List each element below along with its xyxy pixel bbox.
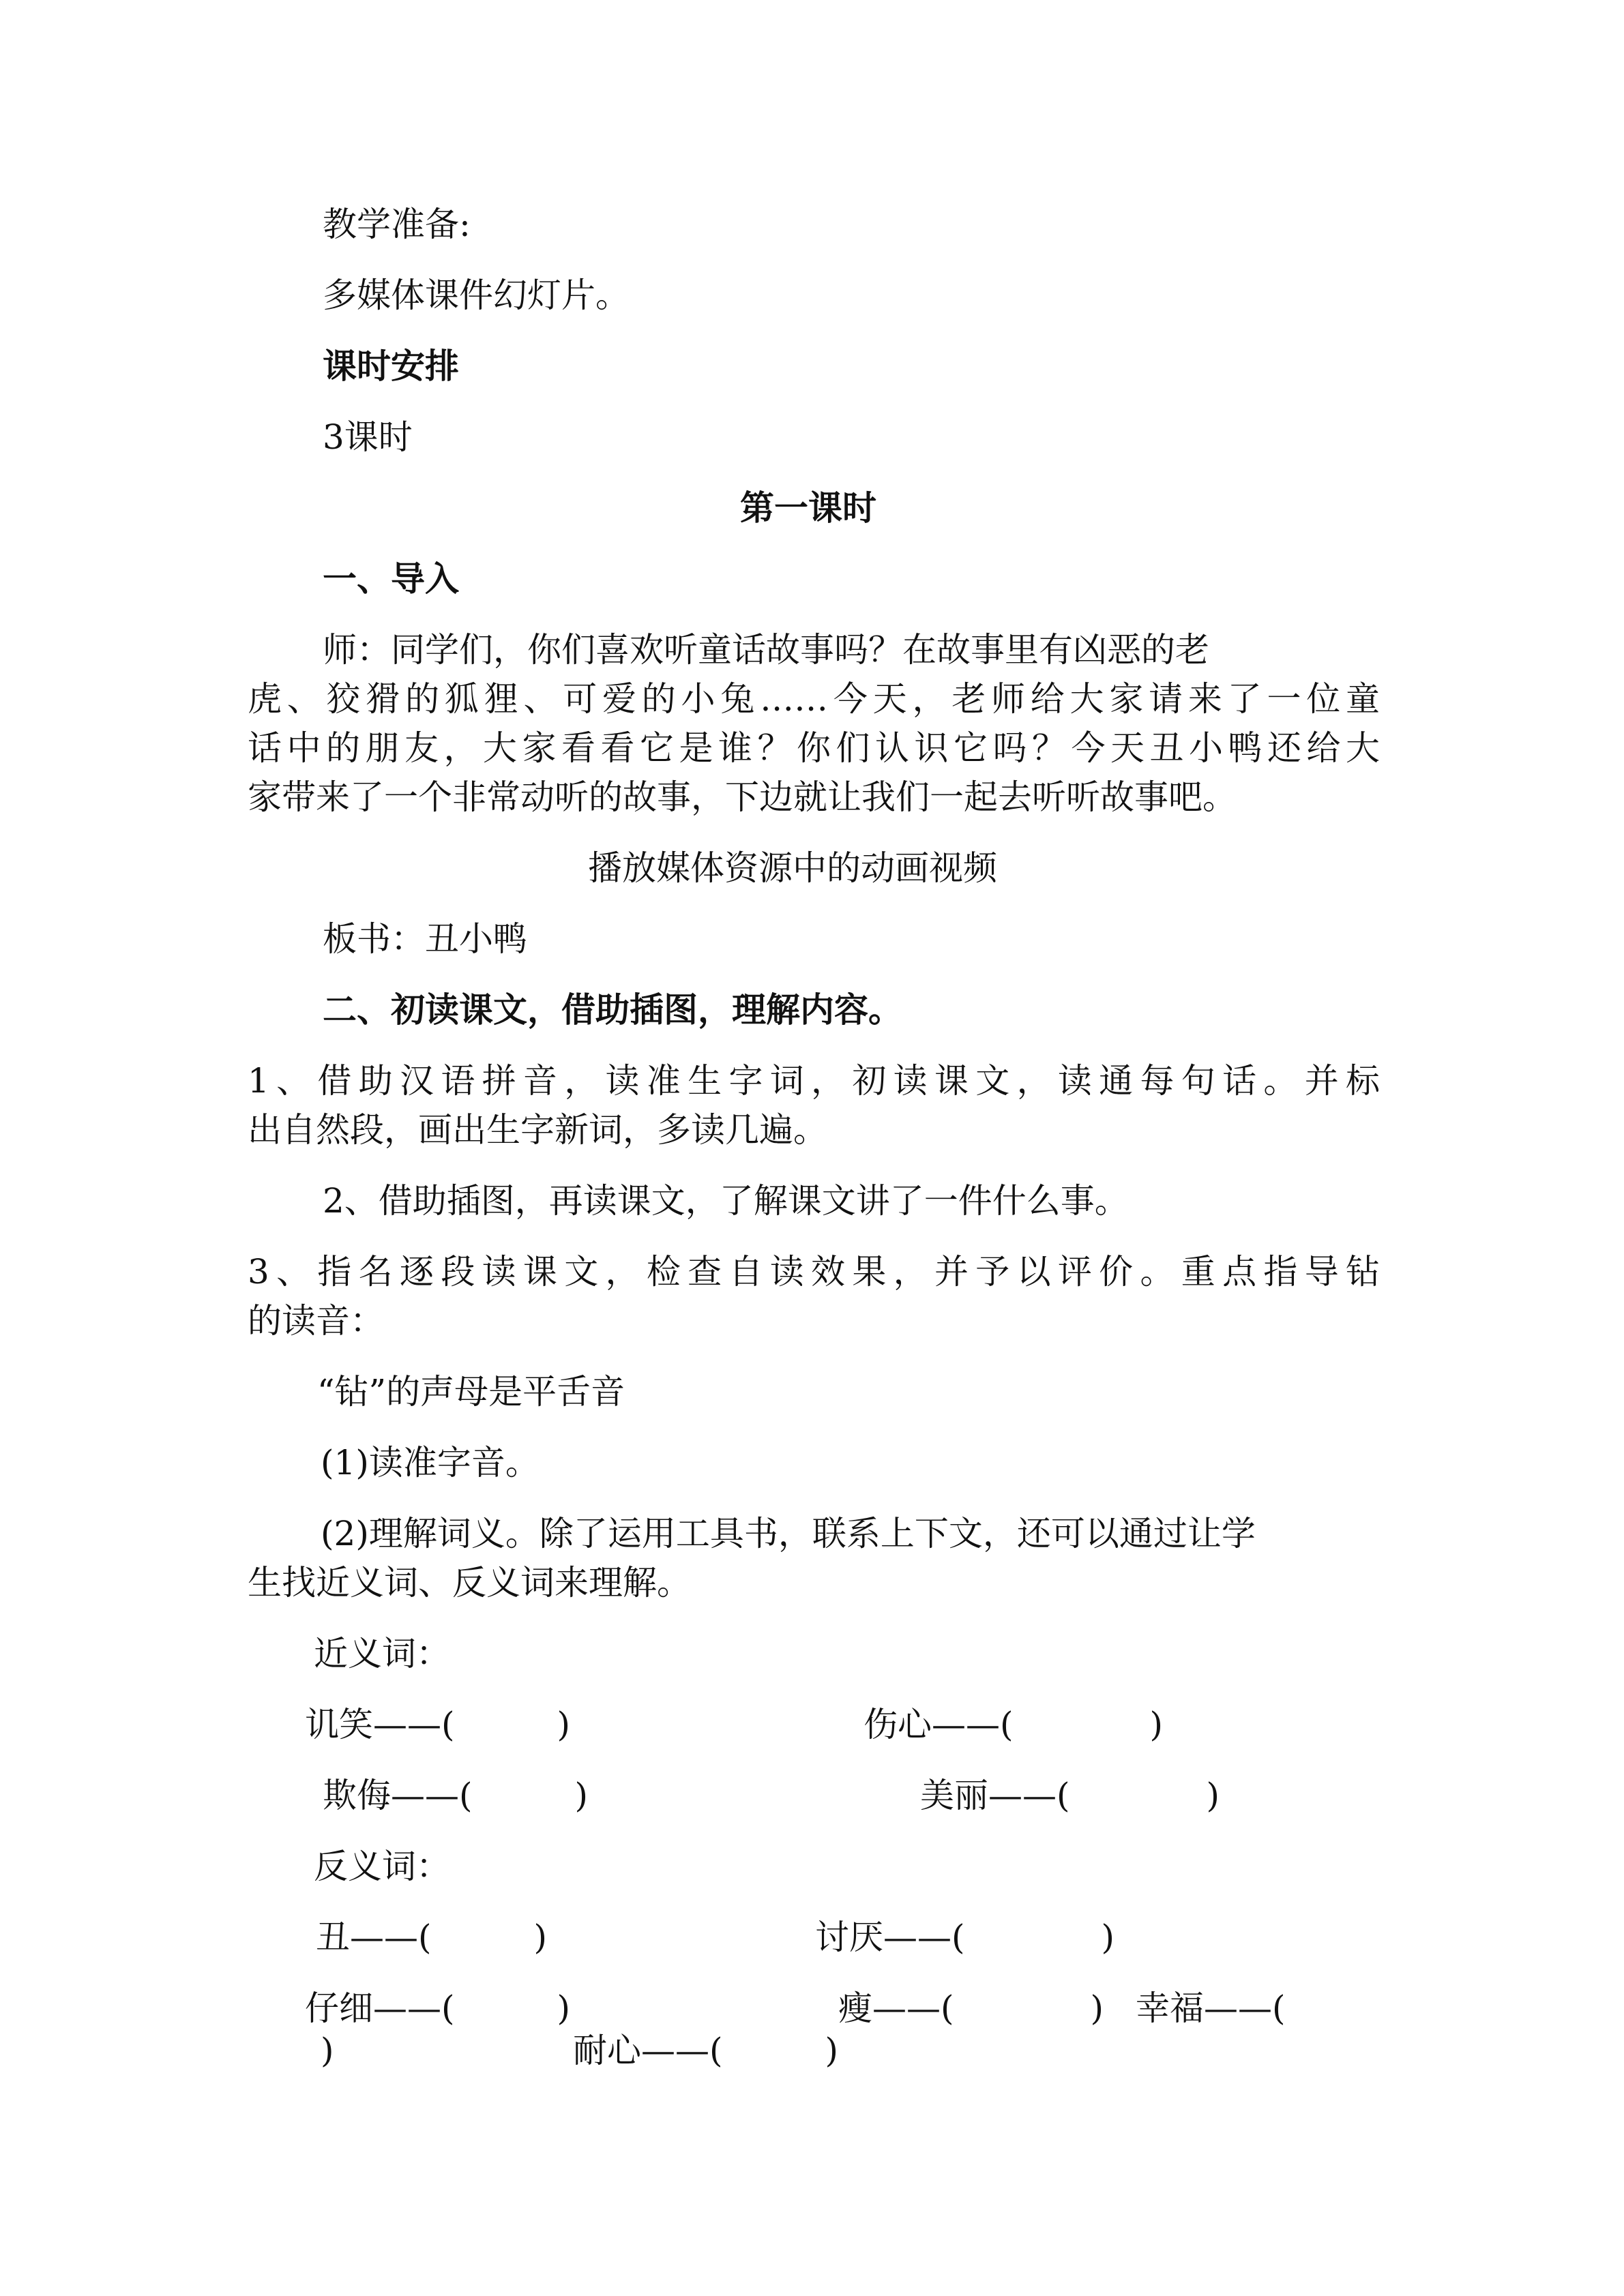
part1-paragraph-line3: 话中的朋友，大家看看它是谁？你们认识它吗？今天丑小鸭还给大: [248, 728, 1380, 768]
synonyms-label: 近义词：: [314, 1634, 450, 1673]
part1-paragraph-line2: 虎、狡猾的狐狸、可爱的小兔……今天，老师给大家请来了一位童: [248, 679, 1380, 719]
part1-paragraph-line1: 师：同学们，你们喜欢听童话故事吗？在故事里有凶恶的老: [323, 630, 1209, 670]
schedule-text: 3课时: [323, 417, 413, 457]
sub-step1: (1)读准字音。: [321, 1443, 540, 1482]
schedule-heading: 课时安排: [323, 346, 459, 386]
step1-line2: 出自然段，画出生字新词，多读几遍。: [248, 1110, 827, 1150]
synonym-item-4: 美丽——( ): [920, 1776, 1220, 1815]
synonym-item-1: 讥笑——( ): [305, 1705, 571, 1744]
antonym-item-1: 丑——( ): [316, 1918, 548, 1957]
antonym-item-5: 幸福——(: [1136, 1988, 1286, 2028]
board-writing: 板书：丑小鸭: [323, 919, 527, 959]
step3-line2: 的读音：: [248, 1301, 384, 1341]
antonym-item-4: 瘦——( ): [838, 1988, 1104, 2028]
antonym-item-6: 耐心——( ): [573, 2031, 839, 2070]
prep-heading: 教学准备:: [323, 205, 471, 244]
antonym-item-5-close: ): [321, 2031, 334, 2070]
sub-step2-line1: (2)理解词义。除了运用工具书，联系上下文，还可以通过让学: [321, 1514, 1256, 1553]
antonym-item-2: 讨厌——( ): [815, 1918, 1115, 1957]
step3-line1: 3、指名逐段读课文，检查自读效果，并予以评价。重点指导钻: [248, 1252, 1380, 1292]
step1-line1: 1、借助汉语拼音，读准生字词，初读课文，读通每句话。并标: [248, 1061, 1380, 1101]
part1-heading: 一、导入: [323, 559, 459, 599]
antonym-item-3: 仔细——( ): [305, 1988, 571, 2028]
prep-text: 多媒体课件幻灯片。: [323, 275, 630, 315]
step2: 2、借助插图，再读课文，了解课文讲了一件什么事。: [323, 1181, 1129, 1221]
lesson-title: 第一课时: [740, 488, 876, 528]
synonym-item-2: 伤心——( ): [863, 1705, 1164, 1744]
sub-step2-line2: 生找近义词、反义词来理解。: [248, 1563, 691, 1602]
part1-paragraph-line4: 家带来了一个非常动听的故事，下边就让我们一起去听听故事吧。: [248, 777, 1237, 817]
synonym-item-3: 欺侮——( ): [323, 1776, 589, 1815]
pronunciation-note: “钻”的声母是平舌音: [317, 1372, 625, 1412]
antonyms-label: 反义词：: [314, 1847, 450, 1886]
part2-heading: 二、初读课文，借助插图，理解内容。: [323, 990, 902, 1030]
media-note: 播放媒体资源中的动画视频: [588, 848, 997, 888]
